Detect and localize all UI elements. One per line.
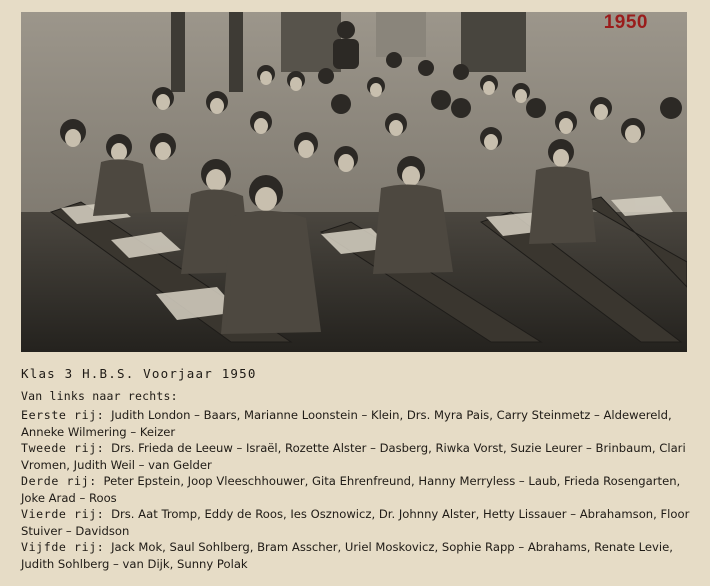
row-label: Vierde rij: [21,507,105,521]
year-overlay: 1950 [603,12,648,33]
row-label: Tweede rij: [21,441,105,455]
photo-illustration [21,12,687,352]
row-names: Drs. Frieda de Leeuw – Israël, Rozette Alster – Dasberg, Riwka Vorst, Suzie Leurer – Brinbaum, Clari Vromen, Judith Weil – van Gelder [21,441,686,472]
row-label: Derde rij: [21,474,97,488]
row-label: Eerste rij: [21,408,105,422]
row-names: Judith London – Baars, Marianne Loonstein – Klein, Drs. Myra Pais, Carry Steinmetz – Aldewereld, Anneke Wilmering – Keizer [21,408,672,439]
row-names: Drs. Aat Tromp, Eddy de Roos, Ies Osznowicz, Dr. Johnny Alster, Hetty Lissauer – Abrahamson, Floor Stuiver – Davidson [21,507,690,538]
class-photograph [21,12,687,352]
row-fourth [21,506,696,539]
row-names: Peter Epstein, Joop Vleeschhouwer, Gita Ehrenfreund, Hanny Merryless – Laub, Frieda Rosengarten, Joke Arad – Roos [21,474,681,505]
photo-caption [21,366,696,572]
row-fifth [21,539,696,572]
caption-title: Klas 3 H.B.S. Voorjaar 1950 [21,366,257,381]
row-third [21,473,696,506]
row-label: Vijfde rij: [21,540,105,554]
row-first [21,407,696,440]
caption-intro: Van links naar rechts: [21,389,178,403]
row-second [21,440,696,473]
row-names: Jack Mok, Saul Sohlberg, Bram Asscher, Uriel Moskovicz, Sophie Rapp – Abrahams, Renate Levie, Judith Sohlberg – van Dijk, Sunny Polak [21,540,673,571]
